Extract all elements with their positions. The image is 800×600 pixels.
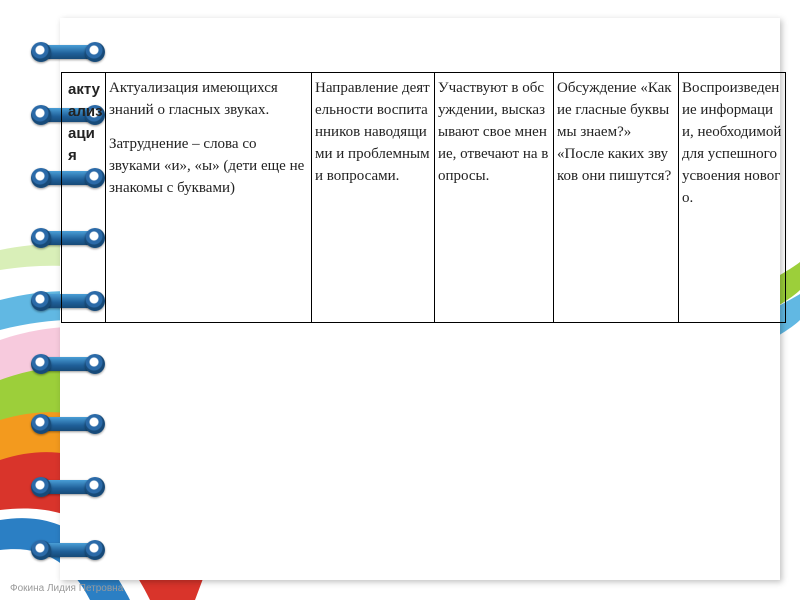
- spiral-ring-icon: [31, 414, 105, 434]
- author-credit: Фокина Лидия Петровна: [10, 583, 124, 594]
- table-row: [62, 73, 786, 323]
- discussion-cell: [554, 73, 679, 323]
- content-text: Затруднение – слова со звуками «и», «ы» (дети еще не знакомы с буквами): [109, 136, 305, 196]
- content-cell: [106, 73, 312, 323]
- spiral-ring-icon: [31, 354, 105, 374]
- content-text: Актуализация имеющихся знаний о гласных звуках.: [109, 80, 278, 118]
- spiral-ring-icon: [31, 540, 105, 560]
- teacher-activity-cell: Направление деятельности воспитанников наводящими и проблемным и вопросами.: [312, 73, 435, 323]
- stage-cell: актуализация: [62, 73, 106, 323]
- spiral-ring-icon: [31, 477, 105, 497]
- children-activity-cell: Участвуют в обсуждении, высказывают свое мнение, отвечают на вопросы.: [435, 73, 554, 323]
- discussion-text: Обсуждение «Какие гласные буквы мы знаем?»: [557, 80, 672, 140]
- result-cell: Воспроизведение информации, необходимой для успешного усвоения нового.: [679, 73, 786, 323]
- spiral-ring-icon: [31, 42, 105, 62]
- discussion-text: «После каких звуков они пишутся?: [557, 146, 672, 184]
- lesson-table: [61, 72, 786, 323]
